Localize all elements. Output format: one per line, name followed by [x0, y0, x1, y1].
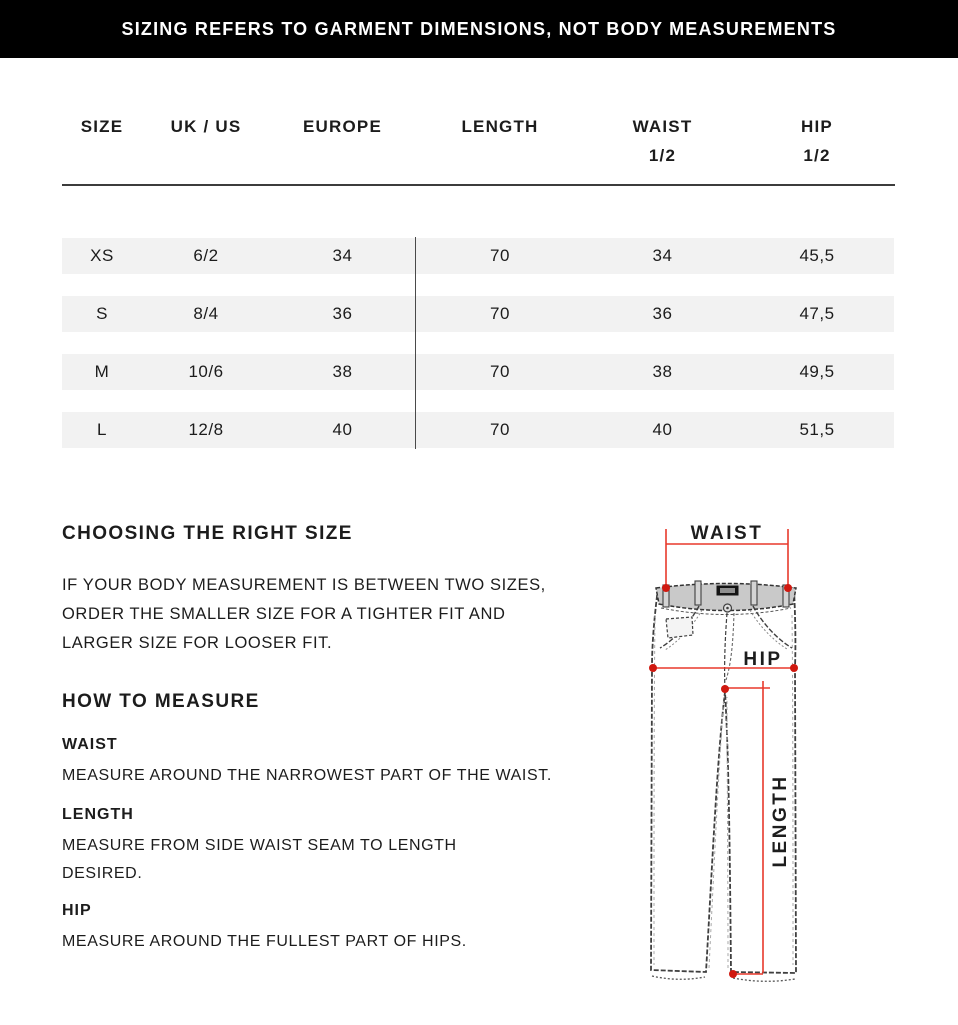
cell-waist: 36	[652, 304, 673, 323]
cell-hip: 45,5	[799, 246, 835, 265]
measure-waist-label: WAIST	[62, 736, 118, 753]
cell-waist: 34	[652, 246, 673, 265]
measure-waist-desc: MEASURE AROUND THE NARROWEST PART OF THE WAIST.	[62, 767, 552, 784]
column-header-length	[415, 112, 585, 170]
cell-europe: 34	[332, 246, 353, 265]
measure-dot-crotch	[721, 685, 729, 693]
cell-europe: 38	[332, 362, 353, 381]
cell-waist: 40	[652, 420, 673, 439]
column-header-hip-sub: 1/2	[803, 146, 831, 165]
cell-hip: 51,5	[799, 420, 835, 439]
cell-length: 70	[490, 246, 510, 265]
column-header-hip	[740, 112, 894, 170]
column-header-size-label: SIZE	[80, 117, 124, 136]
choosing-size-title: CHOOSING THE RIGHT SIZE	[62, 523, 353, 544]
measure-length-desc	[62, 832, 457, 888]
column-header-waist-sub: 1/2	[648, 146, 677, 165]
table-row-l	[62, 412, 894, 448]
size-table-body	[62, 238, 894, 470]
jeans-belt-loop	[695, 581, 701, 605]
sizing-disclaimer-text: SIZING REFERS TO GARMENT DIMENSIONS, NOT BODY MEASUREMENTS	[121, 18, 837, 39]
column-header-europe-label: EUROPE	[303, 117, 382, 136]
choosing-size-paragraph	[62, 571, 546, 658]
cell-ukus: 6/2	[193, 246, 219, 265]
measure-length-label: LENGTH	[62, 806, 134, 823]
jeans-button-center	[726, 607, 729, 610]
jeans-hem-fringe-right	[733, 978, 795, 981]
cell-ukus: 10/6	[188, 362, 224, 381]
cell-length: 70	[490, 304, 510, 323]
column-header-ukus	[142, 112, 270, 170]
cell-waist: 38	[652, 362, 673, 381]
diagram-waist-label: WAIST	[690, 523, 764, 544]
table-column-divider	[415, 237, 416, 449]
cell-size: S	[96, 304, 108, 323]
table-row-xs	[62, 238, 894, 274]
measure-dot-waist-left	[662, 584, 670, 592]
choosing-line-1: IF YOUR BODY MEASUREMENT IS BETWEEN TWO SIZES,	[62, 576, 546, 594]
column-header-waist	[585, 112, 740, 170]
cell-length: 70	[490, 420, 510, 439]
jeans-brand-tag-inner	[720, 588, 735, 593]
sizing-disclaimer-banner	[0, 0, 958, 58]
jeans-belt-loop	[751, 581, 757, 605]
measure-hip-desc: MEASURE AROUND THE FULLEST PART OF HIPS.	[62, 933, 467, 950]
jeans-coin-pocket	[666, 617, 693, 638]
cell-europe: 40	[332, 420, 353, 439]
jeans-hem-fringe-left	[652, 976, 705, 979]
cell-hip: 47,5	[799, 304, 835, 323]
measure-dot-waist-right	[784, 584, 792, 592]
how-to-measure-title: HOW TO MEASURE	[62, 691, 260, 712]
cell-size: L	[97, 420, 107, 439]
cell-hip: 49,5	[799, 362, 835, 381]
cell-europe: 36	[332, 304, 353, 323]
cell-ukus: 8/4	[193, 304, 219, 323]
measure-dot-hip-right	[790, 664, 798, 672]
table-row-m	[62, 354, 894, 390]
measure-length-desc-line2: DESIRED.	[62, 865, 143, 882]
table-row-s	[62, 296, 894, 332]
cell-ukus: 12/8	[188, 420, 224, 439]
column-header-hip-label: HIP	[801, 117, 833, 136]
measure-dot-hip-left	[649, 664, 657, 672]
jeans-measure-diagram	[600, 505, 958, 1025]
measure-dot-hem	[729, 970, 737, 978]
size-table-header-row	[62, 112, 894, 170]
measure-length-desc-line1: MEASURE FROM SIDE WAIST SEAM TO LENGTH	[62, 837, 457, 854]
column-header-size	[62, 112, 142, 170]
measure-hip-label: HIP	[62, 902, 92, 919]
diagram-length-label: LENGTH	[770, 774, 791, 868]
cell-size: M	[94, 362, 110, 381]
cell-length: 70	[490, 362, 510, 381]
column-header-ukus-label: UK / US	[170, 117, 242, 136]
diagram-hip-label: HIP	[743, 649, 783, 670]
choosing-line-3: LARGER SIZE FOR LOOSER FIT.	[62, 634, 333, 652]
column-header-europe	[270, 112, 415, 170]
column-header-length-label: LENGTH	[461, 117, 539, 136]
choosing-line-2: ORDER THE SMALLER SIZE FOR A TIGHTER FIT AND	[62, 605, 506, 623]
column-header-waist-label: WAIST	[632, 117, 693, 136]
cell-size: XS	[90, 246, 114, 265]
table-header-rule	[62, 184, 895, 186]
